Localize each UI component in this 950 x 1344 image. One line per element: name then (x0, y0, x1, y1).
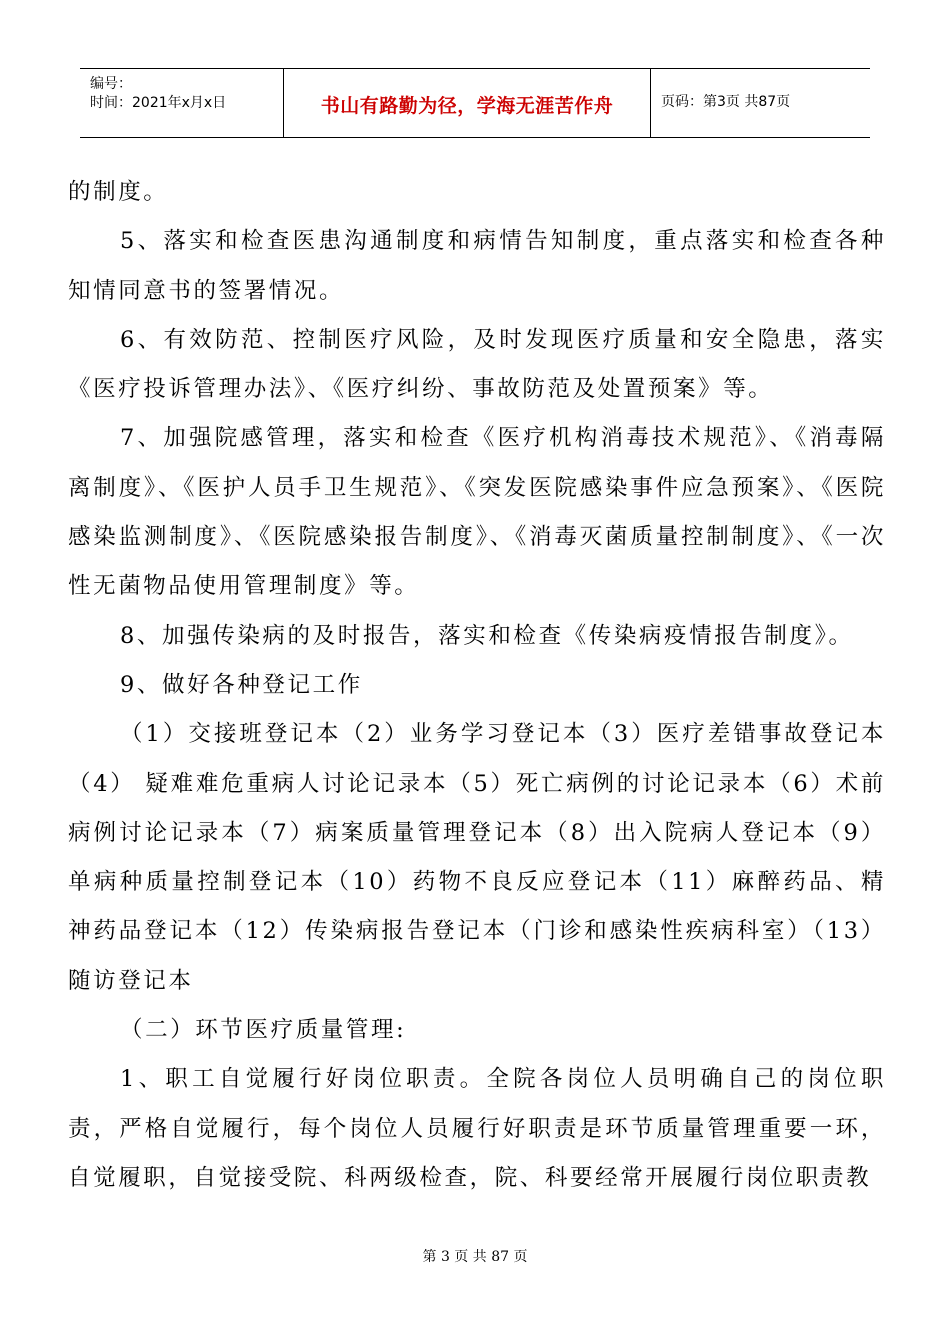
document-time-label: 时间：2021年x月x日 (90, 95, 227, 111)
header-page-cell (651, 69, 870, 137)
page-header (80, 68, 870, 138)
header-meta-cell (80, 69, 284, 137)
paragraph-item-6: 6、有效防范、控制医疗风险，及时发现医疗质量和安全隐患，落实《医疗投诉管理办法》、《医疗纠纷、事故防范及处置预案》等。 (68, 326, 886, 403)
header-motto-cell (284, 69, 651, 137)
document-body (68, 168, 886, 1203)
paragraph-item-9: 9、做好各种登记工作 (120, 671, 363, 698)
paragraph-item-8: 8、加强传染病的及时报告，落实和检查《传染病疫情报告制度》。 (120, 622, 854, 649)
paragraph-item-5: 5、落实和检查医患沟通制度和病情告知制度，重点落实和检查各种知情同意书的签署情况。 (68, 228, 886, 304)
paragraph-continuation: 的制度。 (68, 179, 169, 205)
paragraph-item-1: 1、职工自觉履行好岗位职责。全院各岗位人员明确自己的岗位职责，严格自觉履行，每个岗位人员履行好职责是环节质量管理重要一环，自觉履职，自觉接受院、科两级检查，院、科要经常开展履行岗位职责教 (68, 1066, 886, 1191)
paragraph-item-7: 7、加强院感管理，落实和检查《医疗机构消毒技术规范》、《消毒隔离制度》、《医护人员手卫生规范》、《突发医院感染事件应急预案》、《医院感染监测制度》、《医院感染报告制度》、《消毒灭菌质量控制制度》、《一次性无菌物品使用管理制度》等。 (68, 425, 886, 600)
document-number-label: 编号： (90, 76, 132, 92)
paragraph-register-list: （1）交接班登记本（2）业务学习登记本（3）医疗差错事故登记本（4） 疑难难危重病人讨论记录本（5）死亡病例的讨论记录本（6）术前病例讨论记录本（7）病案质量管理登记本（8）出入院病人登记本（9）单病种质量控制登记本（10）药物不良反应登记本（11）麻醉药品、精神药品登记本（12）传染病报告登记本（门诊和感染性疾病科室）（13）随访登记本 (68, 721, 886, 994)
header-motto: 书山有路勤为径，学海无涯苦作舟 (320, 95, 614, 117)
section-heading: （二）环节医疗质量管理: (120, 1017, 407, 1044)
page-footer: 第 3 页 共 87 页 (422, 1249, 528, 1265)
header-page-number: 页码：第3页 共87页 (661, 94, 791, 110)
